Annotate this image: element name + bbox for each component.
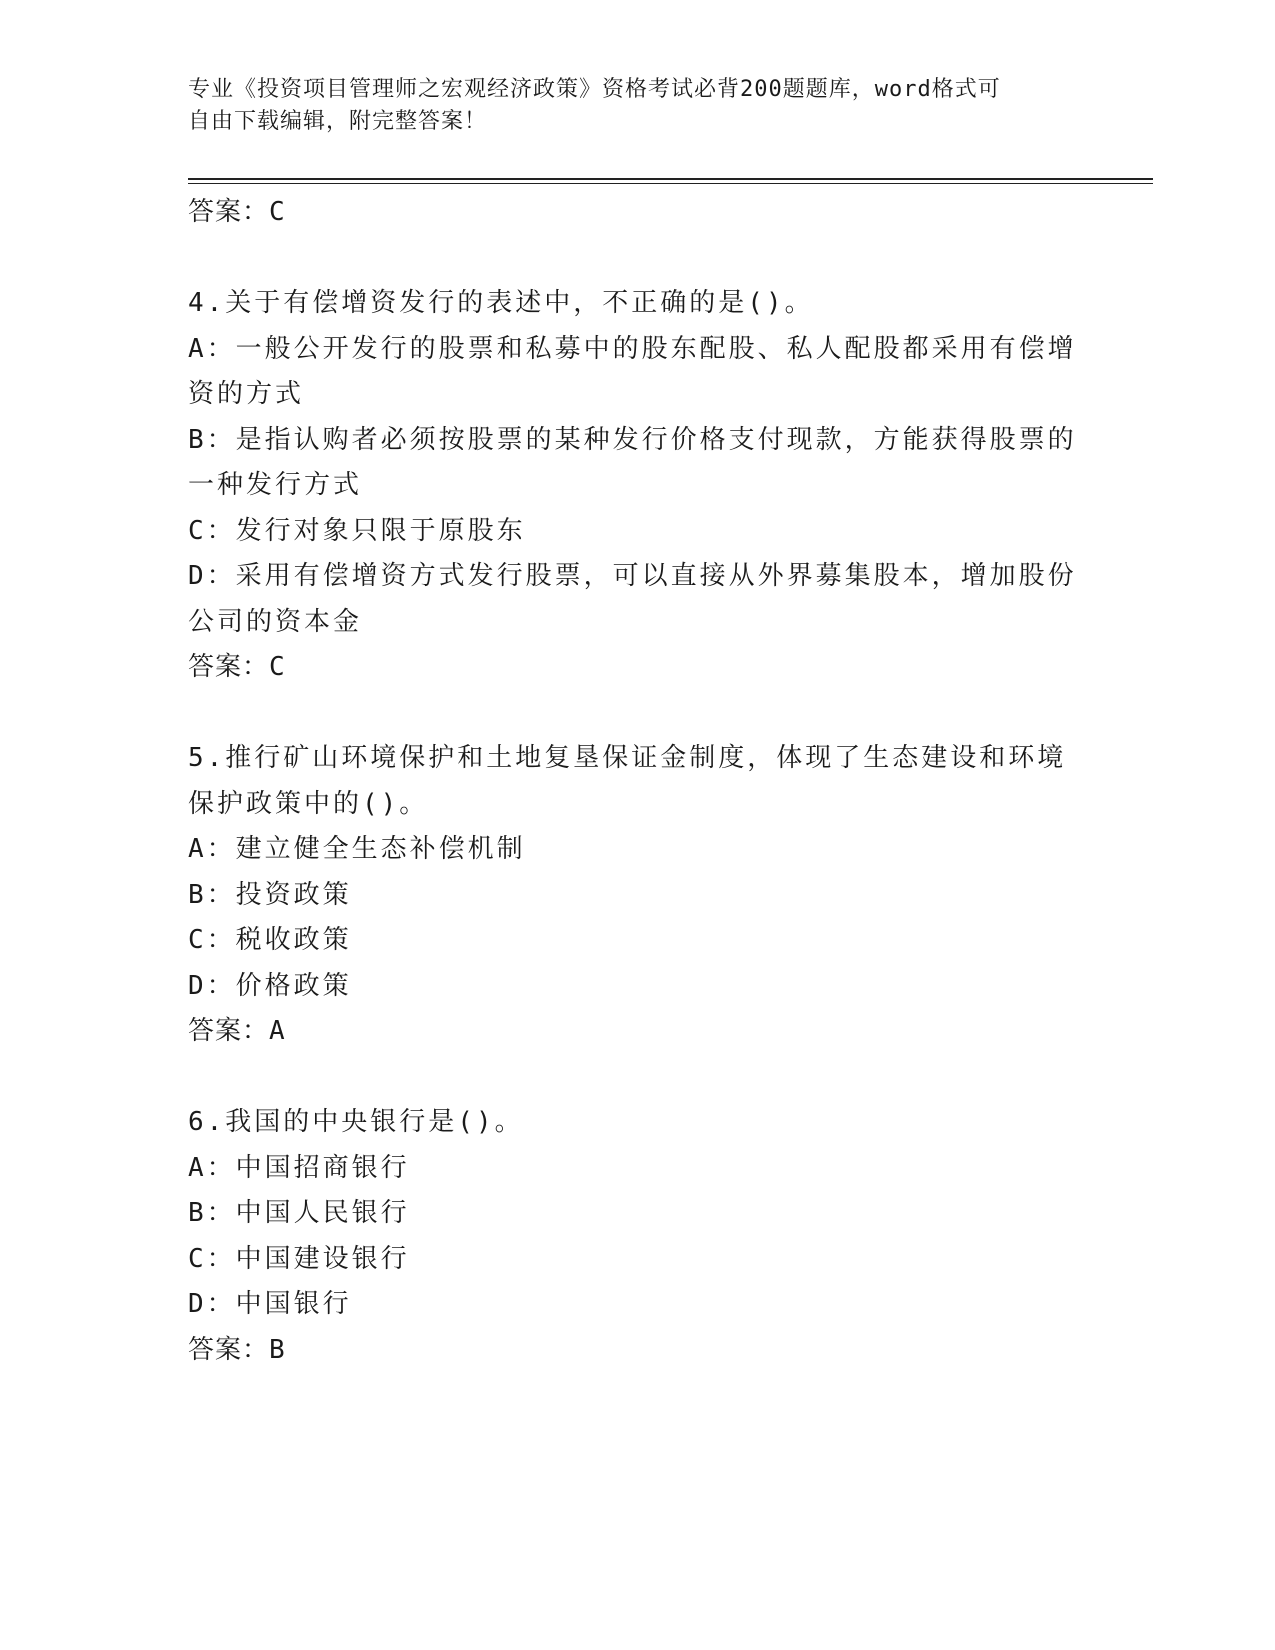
option-line: A：中国招商银行 bbox=[188, 1152, 410, 1183]
option-line: B：中国人民银行 bbox=[188, 1198, 410, 1228]
option-line: A：一般公开发行的股票和私募中的股东配股、私人配股都采用有偿增 bbox=[188, 333, 1077, 364]
option-line: D：中国银行 bbox=[188, 1289, 352, 1319]
header-rule-thick bbox=[188, 178, 1153, 180]
document-header bbox=[188, 74, 1068, 138]
option-line: C：中国建设银行 bbox=[188, 1243, 410, 1274]
question-list bbox=[188, 190, 1077, 1373]
question-stem: 4.关于有偿增资发行的表述中，不正确的是()。 bbox=[188, 288, 814, 318]
answer-line: 答案：A bbox=[188, 1016, 286, 1046]
question-stem: 保护政策中的()。 bbox=[188, 788, 429, 819]
option-line: 资的方式 bbox=[188, 379, 305, 409]
header-rule-thin bbox=[188, 183, 1153, 184]
question-block bbox=[188, 281, 1077, 691]
header-line: 自由下载编辑，附完整答案！ bbox=[188, 109, 488, 134]
option-line: B：是指认购者必须按股票的某种发行价格支付现款，方能获得股票的 bbox=[188, 424, 1077, 455]
option-line: D：价格政策 bbox=[188, 970, 352, 1001]
question-block bbox=[188, 736, 1068, 1055]
option-line: 公司的资本金 bbox=[188, 606, 363, 637]
header-line: 专业《投资项目管理师之宏观经济政策》资格考试必背200题题库，word格式可 bbox=[188, 77, 1001, 102]
option-line: C：发行对象只限于原股东 bbox=[188, 515, 526, 546]
question-stem: 6.我国的中央银行是()。 bbox=[188, 1107, 524, 1137]
answer-line: 答案：C bbox=[188, 652, 286, 682]
option-line: B：投资政策 bbox=[188, 879, 352, 910]
option-line: 一种发行方式 bbox=[188, 470, 363, 500]
option-line: D：采用有偿增资方式发行股票，可以直接从外界募集股本，增加股份 bbox=[188, 561, 1077, 591]
option-line: A：建立健全生态补偿机制 bbox=[188, 834, 526, 864]
question-block bbox=[188, 1100, 1068, 1373]
option-line: C：税收政策 bbox=[188, 925, 352, 955]
answer-line: 答案：B bbox=[188, 1334, 286, 1365]
question-stem: 5.推行矿山环境保护和土地复垦保证金制度，体现了生态建设和环境 bbox=[188, 743, 1067, 773]
answer-line: 答案：C bbox=[188, 197, 286, 227]
